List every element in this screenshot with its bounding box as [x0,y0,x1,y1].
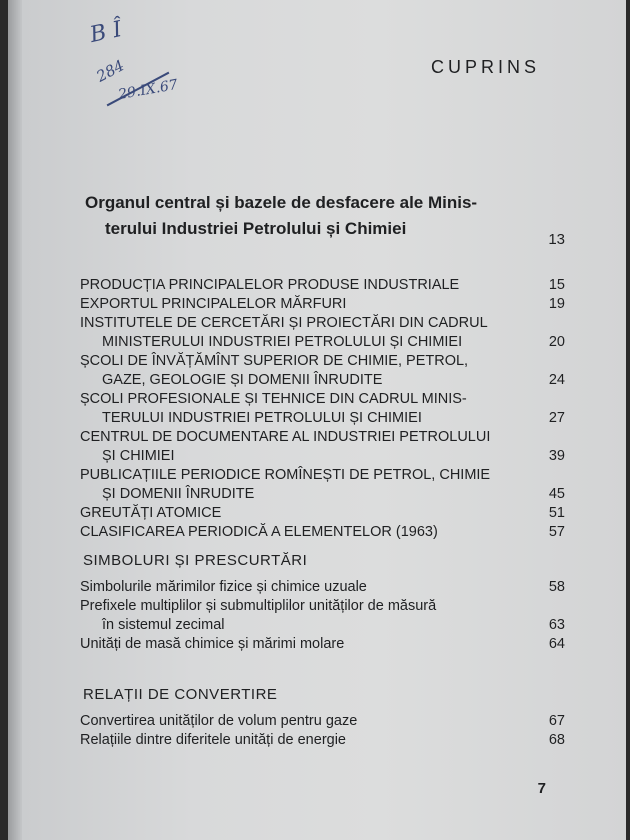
page-number: 7 [537,780,546,797]
toc-entry-page: 27 [548,410,565,426]
toc-entry [80,466,565,504]
toc-entry-line1: Convertirea unităților de volum pentru gaze [80,713,358,729]
main-entry-line1: Organul central și bazele de desfacere ale Minis- [85,193,478,212]
toc-entry [80,597,565,635]
toc-section-3 [80,708,565,750]
toc-section-2 [80,576,565,654]
toc-entry-page: 64 [548,636,565,652]
toc-entry [80,504,565,523]
toc-entry [80,314,565,352]
toc-entry-page: 45 [548,486,565,502]
toc-entry [80,712,565,731]
toc-entry-page: 19 [548,296,565,312]
toc-entry-line1: ȘCOLI DE ÎNVĂȚĂMÎNT SUPERIOR DE CHIMIE, PETROL, [80,353,469,369]
toc-entry [80,352,565,390]
toc-entry-line1: Relațiile dintre diferitele unități de energie [80,732,346,748]
toc-main-entry [85,190,565,248]
toc-section-1 [80,276,565,542]
toc-entry-line1: GREUTĂȚI ATOMICE [80,505,222,521]
toc-entry-page: 51 [548,505,565,521]
toc-entry-line1: CENTRUL DE DOCUMENTARE AL INDUSTRIEI PETROLULUI [80,429,491,445]
toc-entry-line1: PRODUCȚIA PRINCIPALELOR PRODUSE INDUSTRIALE [80,277,460,293]
toc-entry-page: 15 [548,277,565,293]
toc-entry-page: 63 [548,617,565,633]
main-entry-page: 13 [548,231,565,248]
toc-entry-line1: Simbolurile mărimilor fizice și chimice uzuale [80,579,367,595]
section-heading-conversions: RELAȚII DE CONVERTIRE [83,686,278,703]
toc-entry [80,276,565,295]
toc-entry-line1: CLASIFICAREA PERIODICĂ A ELEMENTELOR (1963) [80,524,438,540]
book-page [8,0,626,840]
toc-entry-line1: ȘCOLI PROFESIONALE ȘI TEHNICE DIN CADRUL MINIS- [80,391,467,407]
page-gutter [8,0,22,840]
toc-entry-page: 68 [548,732,565,748]
toc-entry-line1: EXPORTUL PRINCIPALELOR MĂRFURI [80,296,347,312]
toc-entry-page: 67 [548,713,565,729]
toc-entry-line2: TERULUI INDUSTRIEI PETROLULUI ȘI CHIMIEI [102,410,422,426]
toc-entry-line2: MINISTERULUI INDUSTRIEI PETROLULUI ȘI CHIMIEI [102,334,463,350]
section-heading-symbols: SIMBOLURI ȘI PRESCURTĂRI [83,552,308,569]
handwritten-note-line2: 284 [93,56,128,86]
toc-entry-line2: ȘI CHIMIEI [102,448,175,464]
handwritten-note-line1: B Î [87,16,125,49]
toc-entry-page: 57 [548,524,565,540]
toc-entry-line2: ȘI DOMENII ÎNRUDITE [102,486,255,502]
toc-entry [80,578,565,597]
toc-entry-page: 24 [548,372,565,388]
toc-entry [80,390,565,428]
handwritten-note-line3: 29.IX.67 [117,76,179,104]
toc-entry [80,523,565,542]
toc-entry-line1: INSTITUTELE DE CERCETĂRI ȘI PROIECTĂRI DIN CADRUL [80,315,488,331]
toc-entry [80,428,565,466]
toc-entry-line2: în sistemul zecimal [102,617,225,633]
toc-entry-line1: Prefixele multiplilor și submultiplilor unităților de măsură [80,598,437,614]
toc-entry-line2: GAZE, GEOLOGIE ȘI DOMENII ÎNRUDITE [102,372,383,388]
toc-entry-line1: Unități de masă chimice și mărimi molare [80,636,345,652]
toc-entry [80,635,565,654]
toc-entry-page: 39 [548,448,565,464]
toc-entry-page: 20 [548,334,565,350]
toc-entry [80,295,565,314]
toc-entry-page: 58 [548,579,565,595]
main-entry-line2: terului Industriei Petrolului și Chimiei [105,219,407,238]
page-title: CUPRINS [431,57,541,77]
toc-entry [80,731,565,750]
toc-entry-line1: PUBLICAȚIILE PERIODICE ROMÎNEȘTI DE PETROL, CHIMIE [80,467,491,483]
